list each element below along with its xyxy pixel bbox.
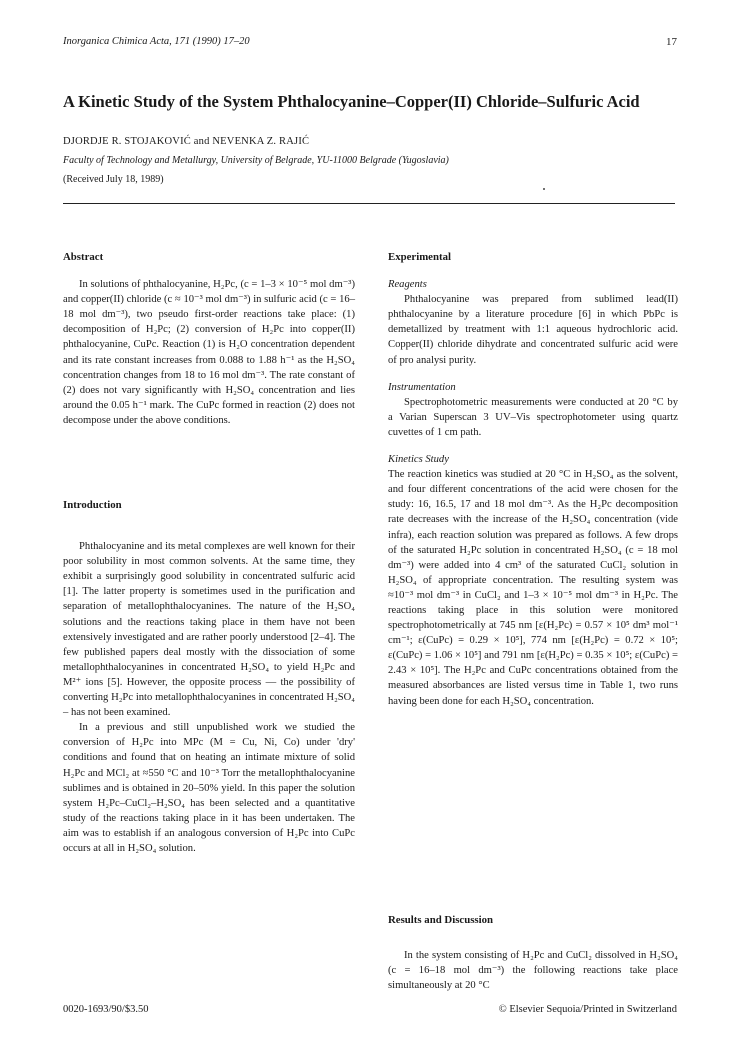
reagents-text: Phthalocyanine was prepared from sublimed lead(II) phthalocyanine by a literature procedure [6] in which PbPc is demetallized by treatment with 1:1 aqueous hydrochloric acid. Copper(II) chloride dihydrate and concentrated sulfuric acid were of pro analysi purity. bbox=[388, 294, 678, 366]
journal-citation: Inorganica Chimica Acta, 171 (1990) 17–20 bbox=[63, 36, 250, 47]
introduction-paragraph-1: Phthalocyanine and its metal complexes are well known for their poor solubility in most common solvents. At the same time, they exhibit a surprisingly good solubility in concentrated sulfuric acid [1]. The latter property is sometimes used in the purification and separation of metallophthalocyanines. The nature of the H₂SO₄ solutions and the reactions taking place in them have not been extensively investigated and are rather poorly understood [2–4]. The few published papers deal mostly with the dissociation of some metallophthalocyanines in concentrated H₂SO₄ to yield H₂Pc and M²⁺ ions [5]. However, the opposite process — the possibility of converting H₂Pc into metallophthalocyanines in concentrated H₂SO₄ – has not been examined. bbox=[63, 541, 355, 719]
issn-price: 0020-1693/90/$3.50 bbox=[63, 1004, 149, 1015]
results-heading: Results and Discussion bbox=[388, 914, 494, 926]
kinetics-text: The reaction kinetics was studied at 20 °C in H₂SO₄ as the solvent, and four different concentrations of the acid were chosen for the study: 16, 16.5, 17 and 18 mol dm⁻³. As the H₂Pc decomposition rate decreases with the increase of the H₂SO₄ concentration (vide infra), each reaction solution was prepared as follows. A few drops of the saturated H₂Pc solution in concentrated H₂SO₄ (c = 18 mol dm⁻³) were added into 4 cm³ of the saturated CuCl₂ solution in H₂SO₄ of appropriate concentration. The resulting system was ≈10⁻³ mol dm⁻³ in CuCl₂ and 1–3 × 10⁻⁵ mol dm⁻³ in H₂Pc. The reactions taking place in this solution were monitored spectrophotometrically at 745 nm [ε(H₂Pc) = 0.57 × 10⁵ dm³ mol⁻¹ cm⁻¹; ε(CuPc) = 0.29 × 10⁵], 774 nm [ε(H₂Pc) = 0.72 × 10⁵; ε(CuPc) = 1.06 × 10⁵] and 791 nm [ε(H₂Pc) = 0.35 × 10⁵; ε(CuPc) = 2.43 × 10⁵]. The H₂Pc and CuPc concentrations obtained from the measured absorbances are listed versus time in Table 1, two runs having been done for each H₂SO₄ concentration. bbox=[388, 469, 678, 707]
abstract-heading: Abstract bbox=[63, 251, 104, 263]
experimental-section bbox=[388, 250, 678, 709]
page-number: 17 bbox=[666, 36, 677, 48]
introduction-heading: Introduction bbox=[63, 499, 122, 511]
received-date: (Received July 18, 1989) bbox=[63, 174, 164, 185]
abstract-section bbox=[63, 250, 355, 428]
abstract-text: In solutions of phthalocyanine, H₂Pc, (c = 1–3 × 10⁻⁵ mol dm⁻³) and copper(II) chloride (c ≈ 10⁻³ mol dm⁻³) in sulfuric acid (c = 16–18 mol dm⁻³), two pseudo first-order reactions take place: (1) decomposition of H₂Pc; (2) conversion of H₂Pc into copper(II) phthalocyanine, CuPc. Reaction (1) is H₂O concentration dependent and its rate constant increases from 0.088 to 1.88 h⁻¹ as the H₂SO₄ concentration changes from 18 to 16 mol dm⁻³. The rate constant of (2) does not vary significantly with H₂SO₄ concentration and lies around the 0.05 h⁻¹ mark. The CuPc formed in reaction (2) does not decompose under the above conditions. bbox=[63, 279, 355, 426]
reagents-heading: Reagents bbox=[388, 279, 427, 291]
instrumentation-heading: Instrumentation bbox=[388, 381, 456, 393]
introduction-section bbox=[63, 498, 355, 856]
header-rule bbox=[63, 203, 675, 204]
kinetics-heading: Kinetics Study bbox=[388, 454, 449, 466]
instrumentation-text: Spectrophotometric measurements were conducted at 20 °C by a Varian Superscan 3 UV–Vis spectrophotometer using quartz cuvettes of 1 cm path. bbox=[388, 396, 678, 438]
stray-dot bbox=[543, 188, 545, 190]
affiliation: Faculty of Technology and Metallurgy, University of Belgrade, YU-11000 Belgrade (Yugoslavia) bbox=[63, 155, 449, 166]
article-title: A Kinetic Study of the System Phthalocyanine–Copper(II) Chloride–Sulfuric Acid bbox=[63, 92, 640, 111]
authors: DJORDJE R. STOJAKOVIĆ and NEVENKA Z. RAJIĆ bbox=[63, 136, 310, 147]
copyright-notice: © Elsevier Sequoia/Printed in Switzerland bbox=[498, 1004, 677, 1015]
experimental-heading: Experimental bbox=[388, 251, 451, 263]
results-text: In the system consisting of H₂Pc and CuCl₂ dissolved in H₂SO₄ (c = 16–18 mol dm⁻³) the following reactions take place simultaneously at 20 °C bbox=[388, 950, 678, 992]
introduction-paragraph-2: In a previous and still unpublished work we studied the conversion of H₂Pc into MPc (M = Cu, Ni, Co) under 'dry' conditions and found that on heating an intimate mixture of solid H₂Pc and MCl₂ at ≈550 °C and 10⁻³ Torr the metallophthalocyanine sublimes and is obtained in 20–50% yield. In this paper the solution system H₂Pc–CuCl₂–H₂SO₄ has been selected and a quantitative study of the reactions taking place in it has been undertaken. The aim was to establish if an analogous conversion of H₂Pc into CuPc occurs at all in H₂SO₄ solution. bbox=[63, 722, 355, 854]
results-section bbox=[388, 913, 678, 993]
